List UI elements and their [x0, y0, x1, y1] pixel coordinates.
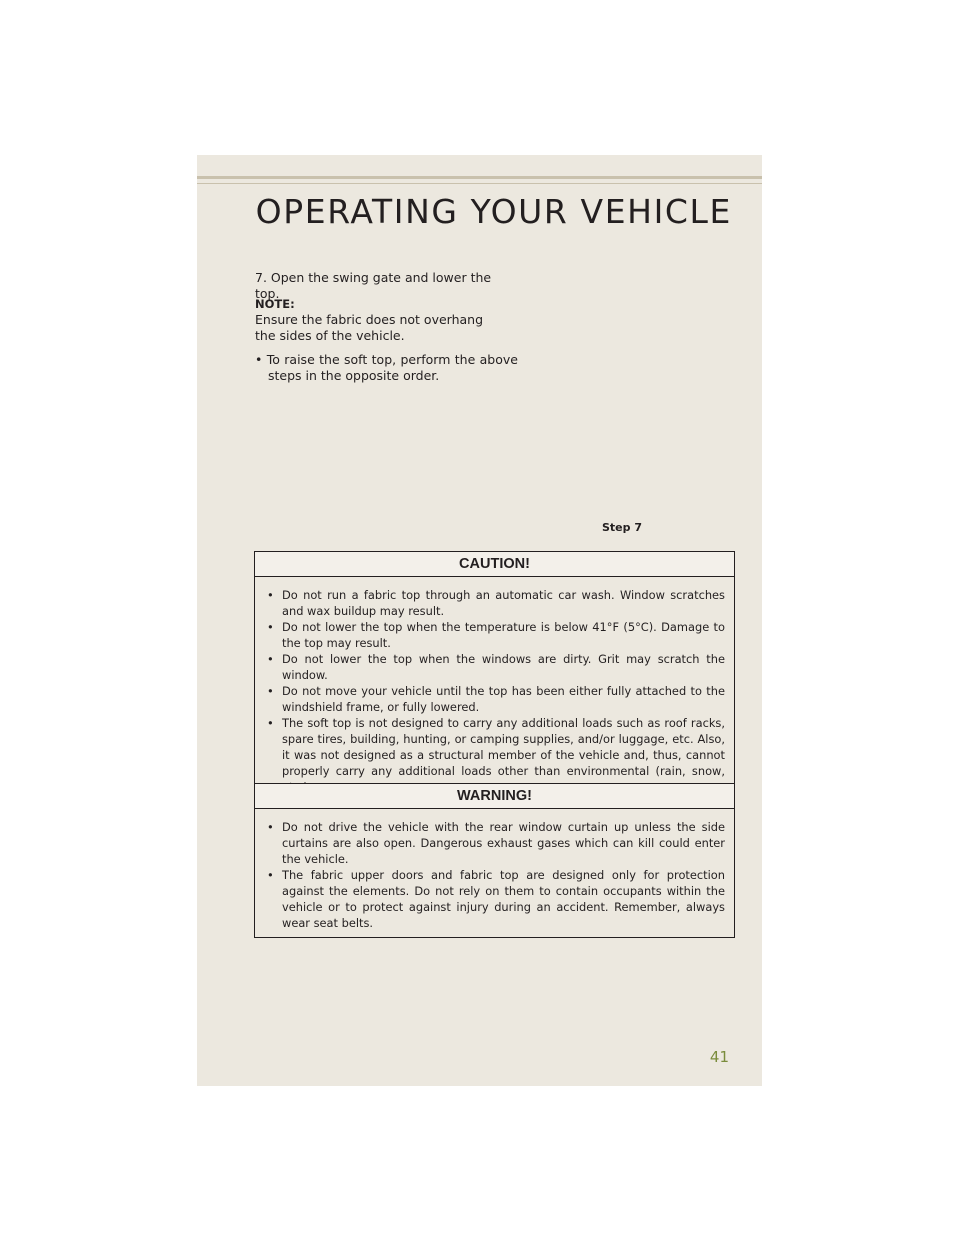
header-rule-thick — [197, 176, 762, 179]
step-figure — [527, 250, 732, 512]
caution-title: CAUTION! — [255, 552, 734, 577]
caution-item: • Do not move your vehicle until the top has been either fully attached to the windshield frame, or fully lowered. — [267, 683, 725, 715]
figure-caption: Step 7 — [602, 521, 642, 534]
caution-item: • Do not lower the top when the windows are dirty. Grit may scratch the window. — [267, 651, 725, 683]
warning-title: WARNING! — [255, 784, 734, 809]
manual-page — [197, 155, 762, 1086]
note-text: Ensure the fabric does not overhang the sides of the vehicle. — [255, 312, 484, 343]
caution-item: • Do not lower the top when the temperature is below 41°F (5°C). Damage to the top may result. — [267, 619, 725, 651]
caution-item: • The soft top is not designed to carry any additional loads such as roof racks, spare tires, building, hunting, or camping supplies, and/or luggage, etc. Also, it was not designed as a structural member of the vehicle and, thus, cannot properly carry any additional loads other than environmental (rain, snow, — [267, 715, 725, 795]
step-instruction: 7. Open the swing gate and lower the top. — [255, 270, 492, 301]
page-number: 41 — [709, 1048, 729, 1066]
warning-item: • Do not drive the vehicle with the rear window curtain up unless the side curtains are also open. Dangerous exhaust gases which can kill could enter the vehicle. — [267, 819, 725, 867]
caution-box — [254, 551, 735, 802]
header-rule-thin — [197, 183, 762, 184]
caution-item: • Do not run a fabric top through an automatic car wash. Window scratches and wax buildup may result. — [267, 587, 725, 619]
warning-list — [255, 809, 734, 937]
warning-item: • The fabric upper doors and fabric top are designed only for protection against the elements. Do not rely on them to contain occupants within the vehicle or to protect against injury during an accident. Remember, always wear seat belts. — [267, 867, 725, 931]
note-label: NOTE: — [255, 297, 295, 311]
section-title: OPERATING YOUR VEHICLE — [255, 192, 732, 231]
bullet-text: To raise the soft top, perform the above steps in the opposite order. — [266, 352, 518, 383]
caution-list — [255, 577, 734, 801]
warning-box — [254, 783, 735, 938]
bullet-item: • To raise the soft top, perform the above steps in the opposite order. — [255, 352, 518, 383]
